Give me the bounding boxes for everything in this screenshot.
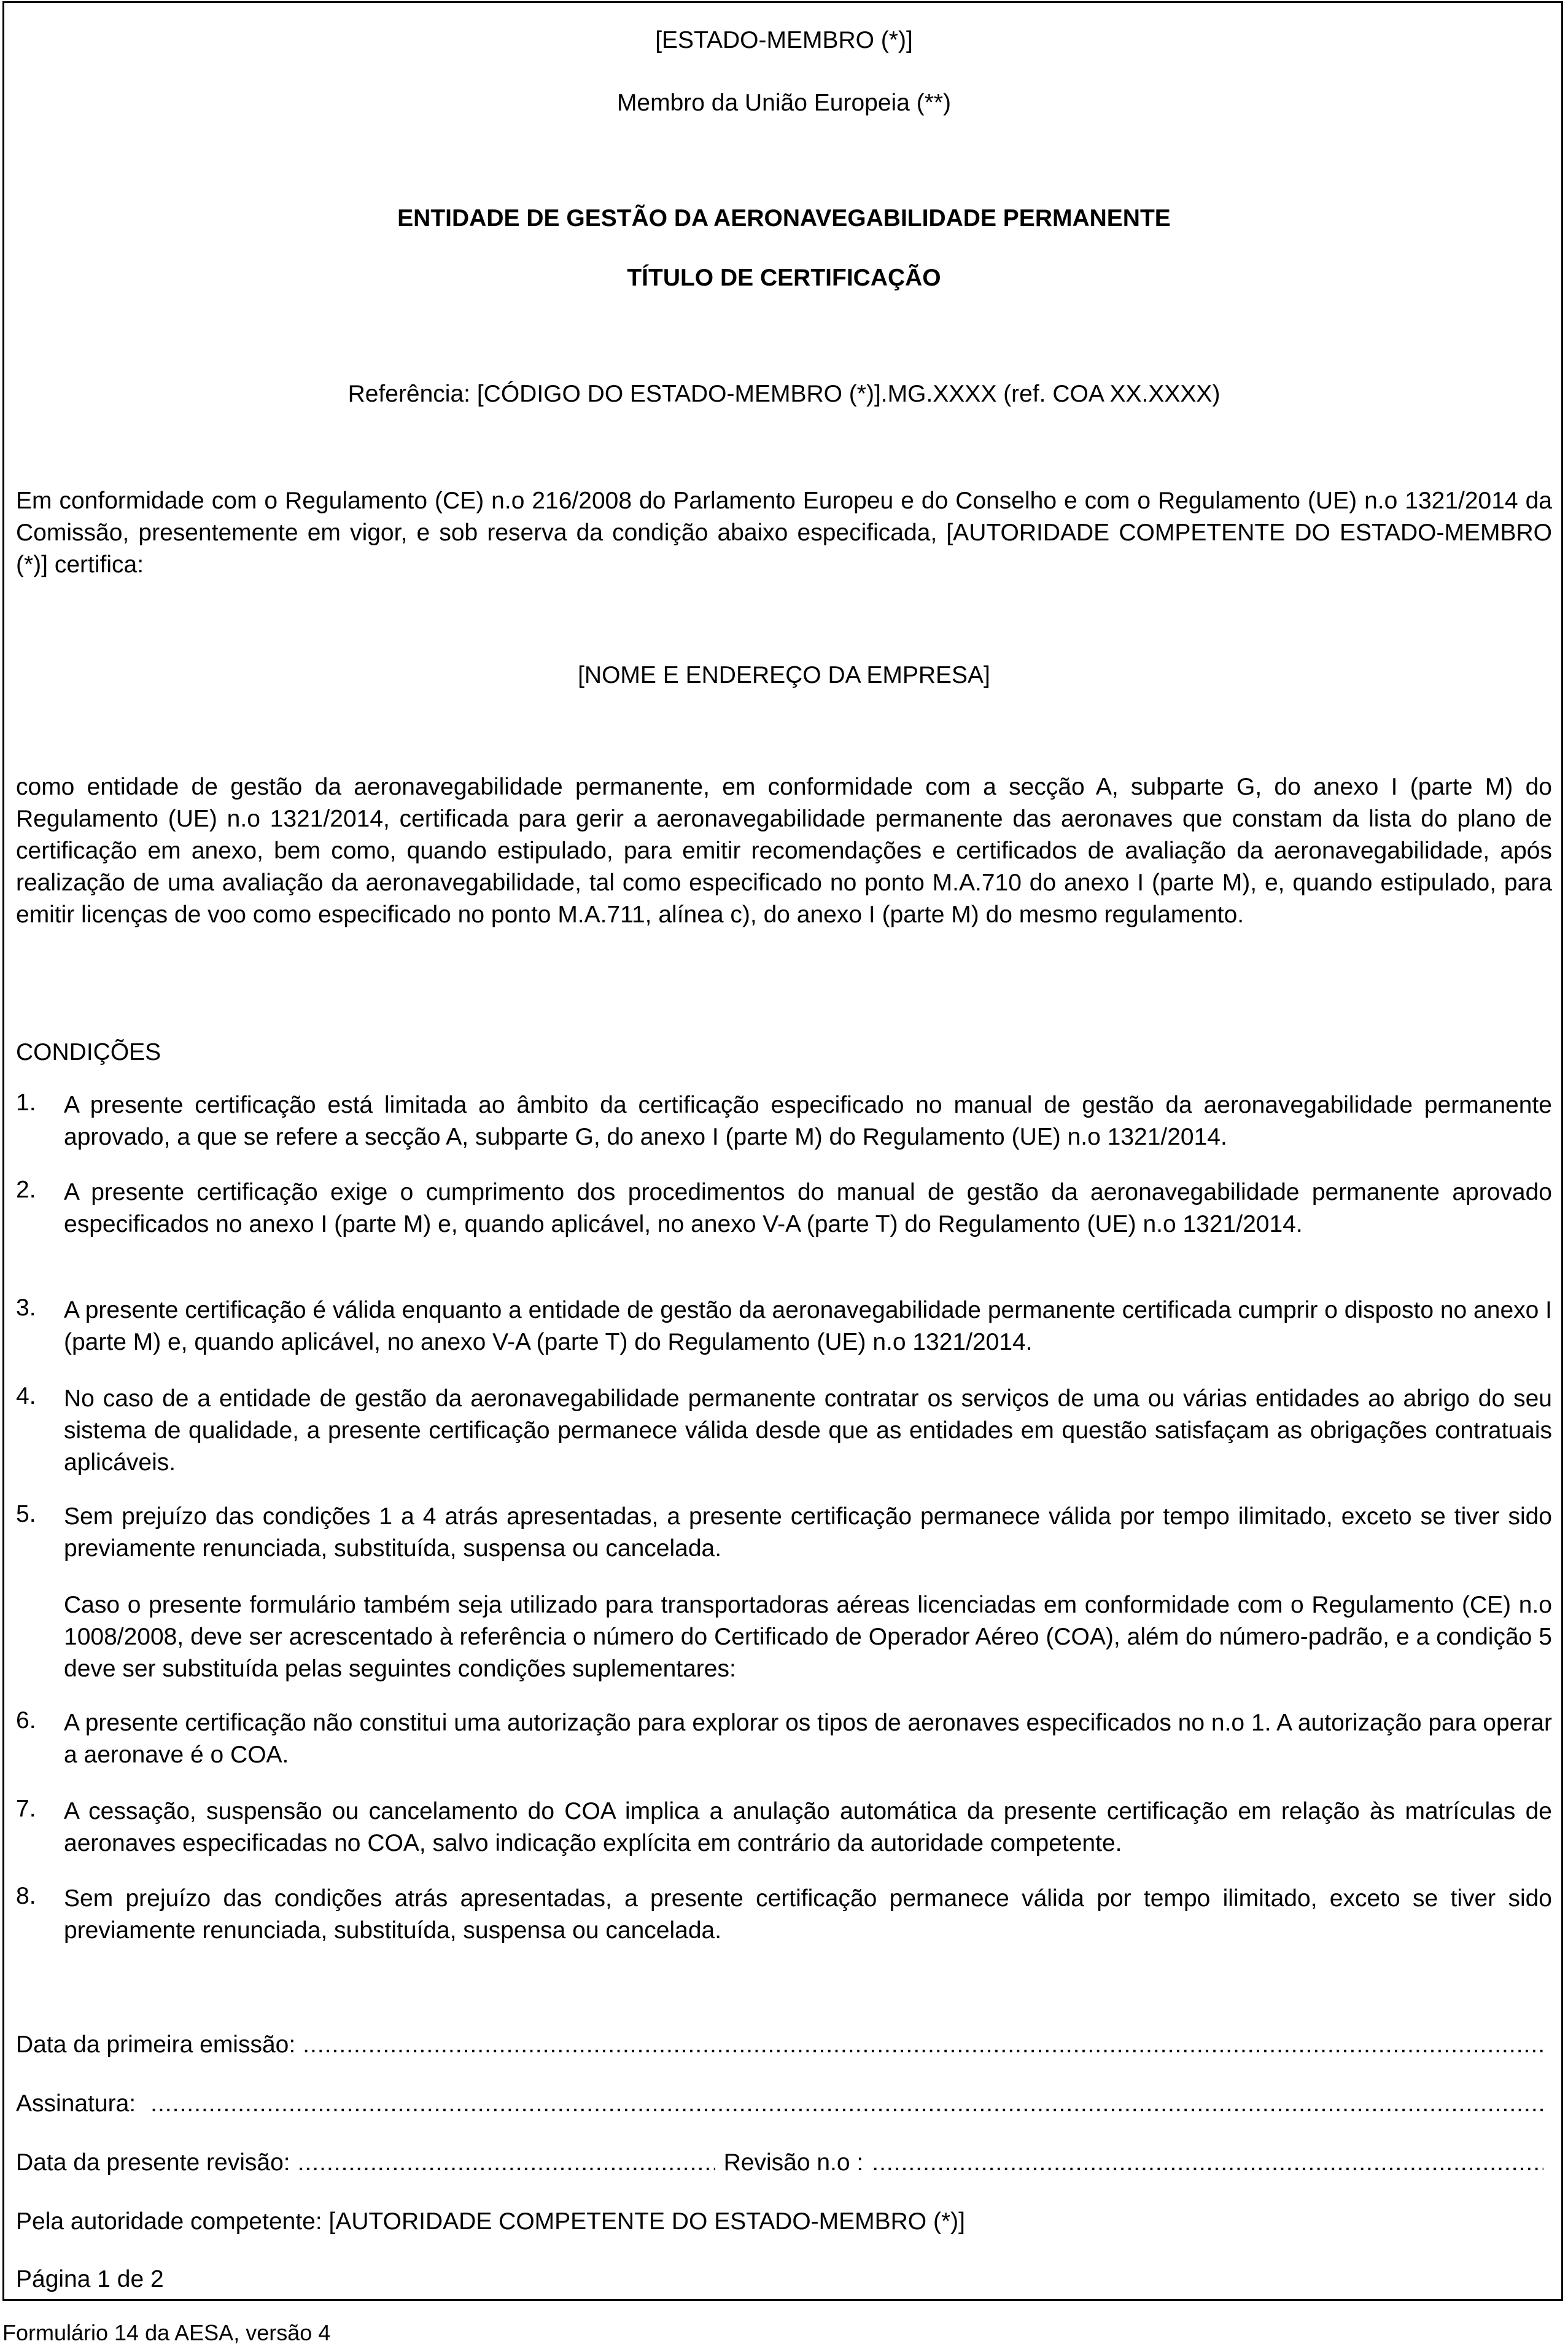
conditions-heading: CONDIÇÕES [16, 1039, 161, 1065]
condition-number: 4. [16, 1383, 36, 1409]
condition-text: A cessação, suspensão ou cancelamento do COA implica a anulação automática da presente certificação em relação às matrículas de aeronaves especificadas no COA, salvo indicação explícita em contrário da autoridade competente. [64, 1798, 1552, 1856]
member-state: [ESTADO-MEMBRO (*)] [655, 27, 913, 53]
signature-field[interactable] [16, 2090, 1543, 2117]
revision-date-label: Data da presente revisão: [16, 2149, 290, 2176]
condition-number: 3. [16, 1295, 36, 1321]
revision-number-blank[interactable] [872, 2149, 1543, 2176]
title-line1: ENTIDADE DE GESTÃO DA AERONAVEGABILIDADE PERMANENTE [397, 205, 1171, 232]
condition-number: 6. [16, 1707, 36, 1734]
condition-number: 5. [16, 1501, 36, 1527]
reference: Referência: [CÓDIGO DO ESTADO-MEMBRO (*)].MG.XXXX (ref. COA XX.XXXX) [347, 381, 1221, 407]
eu-member: Membro da União Europeia (**) [616, 90, 952, 116]
condition-number: 7. [16, 1796, 36, 1822]
statement-paragraph: como entidade de gestão da aeronavegabilidade permanente, em conformidade com a secção A, subparte G, do anexo I (parte M) do Regulamento (UE) n.o 1321/2014, certificada para gerir a aeronavegabilidade permanente das aeronaves que constam da lista do plano de certificação em anexo, bem como, quando estipulado, para emitir recomendações e certificados de avaliação da aeronavegabilidade, após realização de uma avaliação da aeronavegabilidade, tal como especificado no ponto M.A.710 do anexo I (parte M), e, quando estipulado, para emitir licenças de voo como especificado no ponto M.A.711, alínea c), do anexo I (parte M) do mesmo regulamento. [16, 774, 1552, 928]
condition-item [16, 1501, 1552, 1565]
revision-number-label: Revisão n.o : [723, 2149, 864, 2176]
condition-item [16, 1383, 1552, 1479]
signature-label: Assinatura: [16, 2090, 136, 2117]
signature-blank[interactable] [150, 2090, 1543, 2117]
page-number: Página 1 de 2 [16, 2266, 164, 2292]
condition-text: A presente certificação exige o cumprimento dos procedimentos do manual de gestão da aeronavegabilidade permanente aprovado especificados no anexo I (parte M) e, quando aplicável, no anexo V-A (parte T) do Regulamento (UE) n.o 1321/2014. [64, 1179, 1552, 1237]
condition-text: Sem prejuízo das condições 1 a 4 atrás apresentadas, a presente certificação permanece válida por tempo ilimitado, exceto se tiver sido previamente renunciada, substituída, suspensa ou cancelada. [64, 1503, 1552, 1562]
condition-number: 1. [16, 1089, 36, 1116]
condition-number: 2. [16, 1177, 36, 1203]
company-name: [NOME E ENDEREÇO DA EMPRESA] [578, 662, 990, 688]
first-issue-field[interactable] [16, 2031, 1543, 2058]
coa-note: Caso o presente formulário também seja utilizado para transportadoras aéreas licenciadas em conformidade com o Regulamento (CE) n.o 1008/2008, deve ser acrescentado à referência o número do Certificado de Operador Aéreo (COA), além do número-padrão, e a condição 5 deve ser substituída pelas seguintes condições suplementares: [64, 1592, 1552, 1682]
title-line2: TÍTULO DE CERTIFICAÇÃO [627, 265, 941, 291]
first-issue-label: Data da primeira emissão: [16, 2031, 296, 2058]
first-issue-blank[interactable] [303, 2031, 1543, 2058]
condition-item [16, 1177, 1552, 1240]
condition-item [16, 1295, 1552, 1358]
condition-item [16, 1707, 1552, 1771]
condition-text: A presente certificação é válida enquanto a entidade de gestão da aeronavegabilidade permanente certificada cumprir o disposto no anexo I (parte M) e, quando aplicável, no anexo V-A (parte T) do Regulamento (UE) n.o 1321/2014. [64, 1297, 1552, 1355]
condition-text: Sem prejuízo das condições atrás apresentadas, a presente certificação permanece válida por tempo ilimitado, exceto se tiver sido previamente renunciada, substituída, suspensa ou cancelada. [64, 1885, 1552, 1944]
condition-item [16, 1883, 1552, 1947]
condition-text: No caso de a entidade de gestão da aeronavegabilidade permanente contratar os serviços de uma ou várias entidades ao abrigo do seu sistema de qualidade, a presente certificação permanece válida desde que as entidades em questão satisfaçam as obrigações contratuais aplicáveis. [64, 1385, 1552, 1476]
authority-line: Pela autoridade competente: [AUTORIDADE COMPETENTE DO ESTADO-MEMBRO (*)] [16, 2208, 965, 2235]
condition-item [16, 1089, 1552, 1153]
revision-date-blank[interactable] [298, 2149, 715, 2176]
intro-paragraph: Em conformidade com o Regulamento (CE) n.o 216/2008 do Parlamento Europeu e do Conselho e com o Regulamento (UE) n.o 1321/2014 da Comissão, presentemente em vigor, e sob reserva da condição abaixo especificada, [AUTORIDADE COMPETENTE DO ESTADO-MEMBRO (*)] certifica: [16, 488, 1552, 578]
condition-text: A presente certificação está limitada ao âmbito da certificação especificado no manual de gestão da aeronavegabilidade permanente aprovado, a que se refere a secção A, subparte G, do anexo I (parte M) do Regulamento (UE) n.o 1321/2014. [64, 1092, 1552, 1150]
condition-number: 8. [16, 1883, 36, 1909]
form-identifier: Formulário 14 da AESA, versão 4 [2, 2320, 331, 2345]
revision-field[interactable] [16, 2149, 1543, 2176]
condition-text: A presente certificação não constitui uma autorização para explorar os tipos de aeronaves especificados no n.o 1. A autorização para operar a aeronave é o COA. [64, 1710, 1552, 1768]
condition-item [16, 1796, 1552, 1859]
